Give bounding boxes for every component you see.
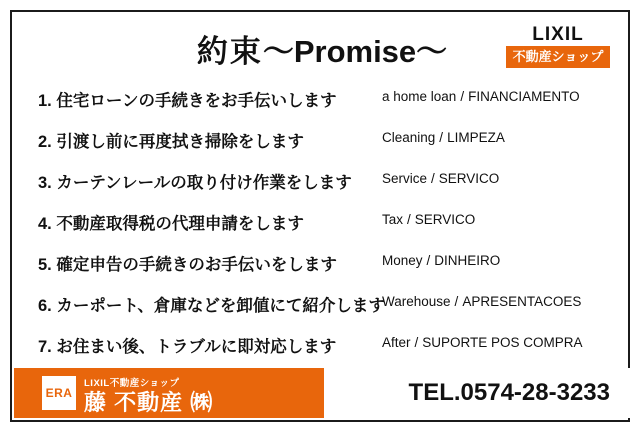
lixil-logo-brand: LIXIL	[506, 24, 610, 46]
list-item	[12, 242, 632, 283]
promise-en-text	[382, 335, 583, 350]
promise-en-text	[382, 89, 580, 104]
promise-jp-text	[38, 128, 304, 152]
list-item	[12, 78, 632, 119]
telephone-number: TEL.0574-28-3233	[408, 379, 610, 406]
promise-en-label: Warehouse	[382, 294, 451, 309]
promise-number: 1.	[38, 92, 52, 110]
promise-en-text	[382, 212, 475, 227]
promise-number: 6.	[38, 297, 52, 315]
promise-jp-label: 引渡し前に再度拭き掃除をします	[56, 133, 304, 151]
promise-jp-label: 住宅ローンの手続きをお手伝いします	[56, 92, 337, 110]
promise-jp-text	[38, 292, 385, 316]
promise-en-label: Tax	[382, 212, 404, 227]
promise-en-text	[382, 294, 581, 309]
promise-en-label: a home loan	[382, 89, 457, 104]
promise-jp-text	[38, 251, 337, 275]
page-title-jp: 約束	[196, 34, 263, 69]
promise-number: 2.	[38, 133, 52, 151]
promise-pt-label: DINHEIRO	[434, 253, 501, 268]
poster-frame	[10, 10, 630, 422]
promise-pt-label: SUPORTE POS COMPRA	[422, 335, 583, 350]
promise-pt-label: SERVICO	[438, 171, 500, 186]
era-logo: ERA	[42, 376, 76, 410]
promise-en-label: Service	[382, 171, 428, 186]
promise-pt-label: APRESENTACOES	[462, 294, 582, 309]
separator: /	[460, 89, 465, 104]
promise-jp-label: 確定申告の手続きのお手伝いをします	[56, 256, 337, 274]
list-item	[12, 119, 632, 160]
promise-jp-text	[38, 210, 304, 234]
lixil-logo-sub: 不動産ショップ	[506, 46, 610, 68]
lixil-logo	[506, 24, 610, 68]
promise-jp-label: カーテンレールの取り付け作業をします	[56, 174, 352, 192]
separator: /	[454, 294, 459, 309]
promise-pt-label: FINANCIAMENTO	[468, 89, 580, 104]
promise-en-label: After	[382, 335, 411, 350]
promise-en-label: Cleaning	[382, 130, 436, 145]
separator: /	[407, 212, 411, 227]
promise-jp-label: 不動産取得税の代理申請をします	[56, 215, 304, 233]
promise-jp-label: お住まい後、トラブルに即対応します	[56, 338, 337, 356]
poster-header	[12, 12, 628, 74]
list-item	[12, 324, 632, 365]
promise-en-label: Money	[382, 253, 423, 268]
promise-jp-text	[38, 87, 337, 111]
page-title-en: ～Promise～	[262, 34, 448, 69]
separator: /	[439, 130, 444, 145]
poster-footer	[14, 368, 630, 418]
company-name: 藤 不動産 ㈱	[84, 390, 214, 415]
separator: /	[426, 253, 431, 268]
promise-pt-label: SERVICO	[414, 212, 476, 227]
promise-en-text	[382, 171, 499, 186]
separator: /	[431, 171, 435, 186]
list-item	[12, 283, 632, 324]
promise-en-text	[382, 130, 505, 145]
promise-number: 5.	[38, 256, 52, 274]
footer-brand-block	[14, 368, 324, 418]
promise-number: 4.	[38, 215, 52, 233]
footer-lixil-label: LIXIL不動産ショップ	[84, 378, 180, 389]
promise-list	[12, 78, 632, 365]
list-item	[12, 160, 632, 201]
list-item	[12, 201, 632, 242]
promise-jp-text	[38, 333, 336, 357]
promise-number: 7.	[38, 338, 52, 356]
promise-pt-label: LIMPEZA	[447, 130, 505, 145]
promise-jp-label: カーポート、倉庫などを卸値にて紹介します	[56, 297, 385, 315]
promise-jp-text	[38, 169, 352, 193]
promise-en-text	[382, 253, 500, 268]
promise-number: 3.	[38, 174, 52, 192]
separator: /	[414, 335, 419, 350]
